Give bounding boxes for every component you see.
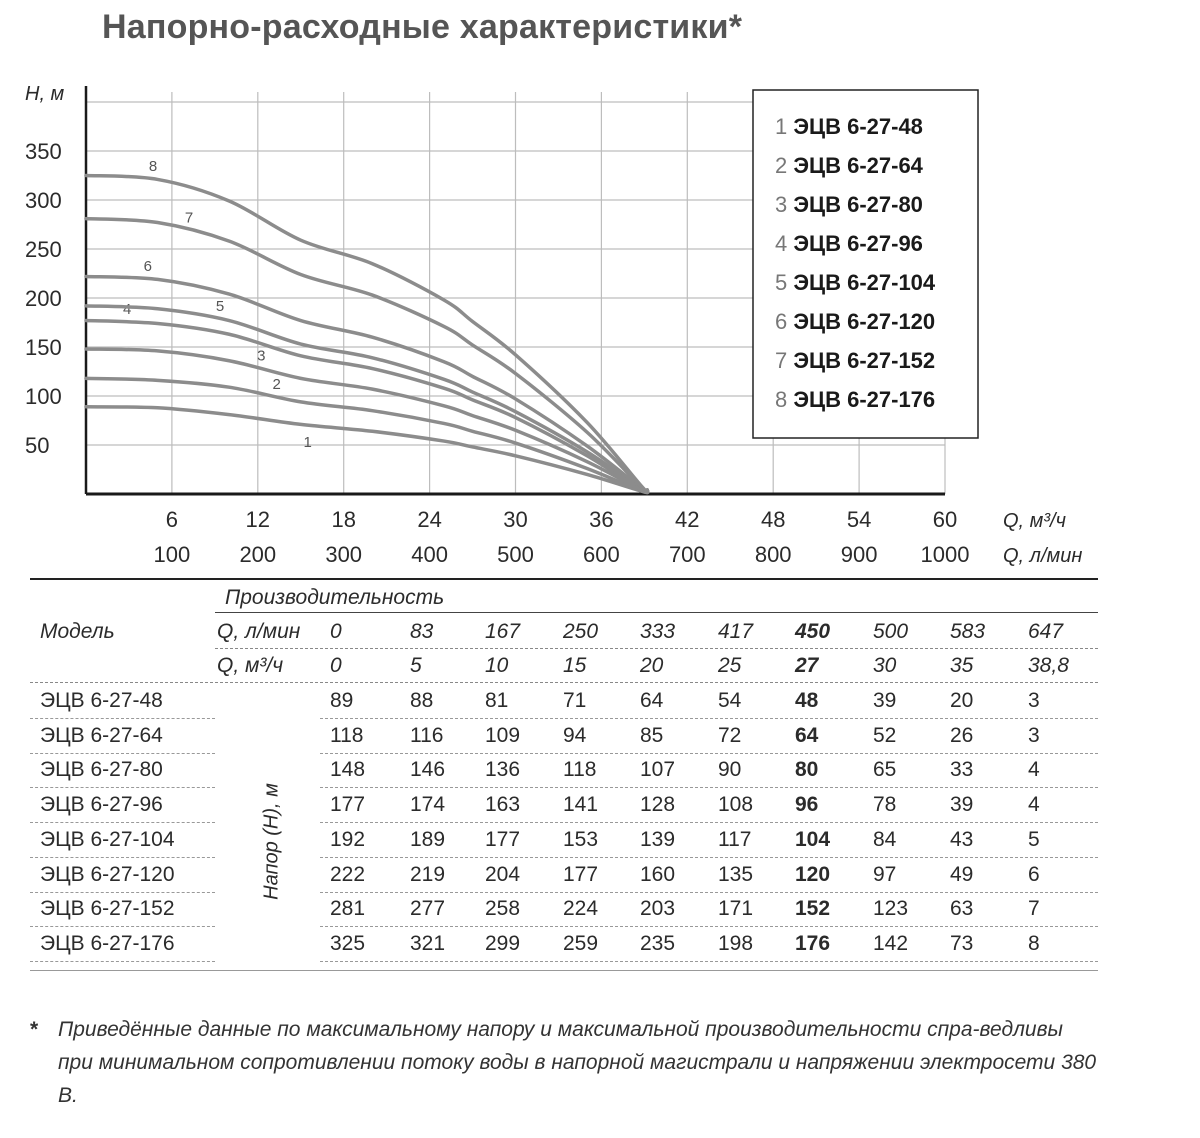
table-cell: 80 — [795, 758, 819, 782]
table-cell: 109 — [485, 723, 521, 747]
table-cell: 222 — [330, 862, 366, 886]
q-m3h-value: 15 — [563, 654, 587, 677]
q-lmin-value: 583 — [950, 620, 986, 643]
table-cell: 108 — [718, 793, 754, 817]
curve-label-7: 7 — [184, 209, 194, 227]
legend-item-number: 4 — [775, 231, 794, 256]
table-cell: 177 — [330, 793, 366, 817]
chart-title: Напорно-расходные характеристики* — [102, 8, 743, 46]
table-cell: 135 — [718, 862, 754, 886]
q-lmin-value: 0 — [330, 620, 342, 643]
table-cell: 281 — [330, 897, 366, 921]
row-rule — [320, 822, 1098, 823]
table-row-model: ЭЦВ 6-27-120 — [40, 862, 175, 886]
table-cell: 176 — [795, 931, 831, 955]
table-cell: 81 — [485, 689, 509, 712]
row-rule — [30, 961, 215, 962]
table-cell: 63 — [950, 897, 974, 921]
legend-item-number: 1 — [775, 114, 794, 139]
table-row-model: ЭЦВ 6-27-176 — [40, 931, 175, 955]
table-cell: 177 — [485, 827, 521, 851]
x-tick-label-m3h: 30 — [503, 507, 528, 532]
table-cell: 299 — [485, 931, 521, 955]
q-lmin-value: 167 — [485, 620, 521, 643]
table-cell: 141 — [563, 793, 599, 817]
table-cell: 85 — [640, 723, 664, 747]
q-m3h-value: 20 — [640, 654, 664, 677]
table-top-rule — [30, 578, 1098, 580]
table-row-model: ЭЦВ 6-27-104 — [40, 827, 175, 851]
table-cell: 5 — [1028, 827, 1040, 851]
table-cell: 72 — [718, 723, 742, 747]
table-cell: 160 — [640, 862, 676, 886]
legend-item-model: ЭЦВ 6-27-48 — [793, 114, 923, 139]
table-row-model: ЭЦВ 6-27-96 — [40, 793, 163, 817]
q-m3h-value: 5 — [410, 654, 422, 677]
y-tick-label: 200 — [25, 286, 62, 311]
x-tick-label-m3h: 54 — [846, 507, 872, 532]
table-cell: 33 — [950, 758, 974, 782]
y-axis-label: H, м — [25, 83, 65, 105]
legend-item — [775, 231, 923, 256]
table-cell: 117 — [718, 827, 752, 851]
y-tick-label: 50 — [25, 433, 50, 458]
table-cell: 94 — [563, 723, 587, 747]
model-header: Модель — [40, 620, 115, 643]
x-tick-label-lmin: 500 — [497, 542, 534, 567]
q-m3h-value: 35 — [950, 654, 974, 677]
legend-item-model: ЭЦВ 6-27-176 — [793, 387, 936, 412]
table-cell: 8 — [1028, 931, 1040, 955]
table-cell: 259 — [563, 931, 599, 955]
table-cell: 7 — [1028, 897, 1040, 921]
y-tick-label: 150 — [25, 335, 62, 360]
legend-item — [775, 348, 935, 373]
legend-item-model: ЭЦВ 6-27-64 — [793, 153, 923, 178]
legend-item-model: ЭЦВ 6-27-120 — [793, 309, 936, 334]
table-cell: 54 — [718, 689, 742, 712]
head-label: Напор (H), м — [260, 783, 283, 900]
table-cell: 48 — [795, 689, 819, 712]
q-lmin-value: 500 — [873, 620, 909, 643]
table-cell: 78 — [873, 793, 897, 817]
x-axis-label-m3h: Q, м³/ч — [1003, 510, 1066, 532]
table-cell: 128 — [640, 793, 676, 817]
x-tick-label-lmin: 700 — [668, 542, 706, 567]
table-cell: 20 — [950, 689, 974, 712]
table-cell: 26 — [950, 723, 974, 747]
table-cell: 4 — [1028, 758, 1040, 782]
legend-item — [775, 309, 935, 334]
x-tick-label-lmin: 900 — [840, 542, 878, 567]
x-tick-label-m3h: 42 — [675, 507, 700, 532]
table-cell: 84 — [873, 827, 897, 851]
table-cell: 148 — [330, 758, 366, 782]
row-rule — [30, 787, 215, 788]
x-tick-label-lmin: 300 — [325, 542, 363, 567]
table-row-model: ЭЦВ 6-27-80 — [40, 758, 163, 782]
q-m3h-value: 38,8 — [1028, 654, 1069, 677]
legend-item — [775, 114, 923, 139]
x-axis-label-lmin: Q, л/мин — [1003, 545, 1083, 567]
row-rule — [320, 892, 1098, 893]
table-cell: 49 — [950, 862, 974, 886]
curve-label-6: 6 — [143, 257, 153, 275]
table-cell: 39 — [950, 793, 974, 817]
x-tick-label-m3h: 24 — [417, 507, 442, 532]
table-cell: 142 — [873, 931, 909, 955]
row-rule — [30, 753, 215, 754]
table-cell: 118 — [330, 723, 364, 747]
x-tick-label-lmin: 400 — [411, 542, 448, 567]
x-tick-label-m3h: 48 — [760, 507, 786, 532]
legend-item-model: ЭЦВ 6-27-152 — [793, 348, 936, 373]
legend-item — [775, 387, 935, 412]
table-cell: 235 — [640, 931, 676, 955]
legend-item-number: 2 — [775, 153, 794, 178]
curve-label-1: 1 — [303, 434, 312, 452]
y-tick-label: 250 — [25, 237, 62, 262]
table-cell: 153 — [563, 827, 599, 851]
x-tick-label-m3h: 60 — [932, 507, 958, 532]
q-lmin-value: 333 — [640, 620, 676, 643]
table-cell: 203 — [640, 897, 676, 921]
table-cell: 3 — [1028, 723, 1040, 747]
legend-item-number: 6 — [775, 309, 794, 334]
table-cell: 198 — [718, 931, 754, 955]
table-cell: 139 — [640, 827, 676, 851]
row-rule — [30, 718, 215, 719]
legend-item-number: 3 — [775, 192, 794, 217]
perf-rule — [215, 612, 1098, 613]
table-cell: 204 — [485, 862, 521, 886]
table-row-model: ЭЦВ 6-27-64 — [40, 723, 163, 747]
row-rule — [30, 926, 215, 927]
row-rule — [30, 892, 215, 893]
curve-label-3: 3 — [257, 347, 266, 365]
footnote-star: * — [30, 1018, 39, 1041]
table-cell: 258 — [485, 897, 521, 921]
q-m3h-value: 10 — [485, 654, 509, 677]
table-cell: 171 — [718, 897, 754, 921]
curve-label-8: 8 — [148, 158, 158, 176]
row-rule — [30, 822, 215, 823]
x-tick-label-m3h: 36 — [589, 507, 614, 532]
table-cell: 192 — [330, 827, 366, 851]
table-bottom-rule — [30, 970, 1098, 971]
table-cell: 3 — [1028, 689, 1040, 712]
table-cell: 97 — [873, 862, 897, 886]
x-tick-label-m3h: 18 — [331, 507, 356, 532]
row-rule — [30, 857, 215, 858]
q-lmin-value: 450 — [795, 620, 831, 643]
curve-label-2: 2 — [272, 375, 281, 393]
legend-item-number: 7 — [775, 348, 794, 373]
legend-item — [775, 270, 936, 295]
footnote-text: Приведённые данные по максимальному напору и максимальной производительности спра-ведливы при минимальном сопротивлении потоку воды в напорной магистрали и напряжении электросети 380 В. — [58, 1018, 1097, 1107]
table-cell: 152 — [795, 897, 831, 921]
legend-item — [775, 192, 923, 217]
q-m3h-label: Q, м³/ч — [217, 654, 284, 677]
table-cell: 88 — [410, 689, 434, 712]
table-cell: 90 — [718, 758, 742, 782]
table-row-model: ЭЦВ 6-27-152 — [40, 897, 175, 921]
row-rule — [320, 926, 1098, 927]
table-cell: 4 — [1028, 793, 1040, 817]
table-cell: 116 — [410, 723, 444, 747]
q-lmin-value: 83 — [410, 620, 434, 643]
table-cell: 123 — [873, 897, 909, 921]
table-cell: 163 — [485, 793, 521, 817]
perf-header: Производительность — [225, 586, 445, 609]
table-cell: 189 — [410, 827, 446, 851]
q-m3h-value: 0 — [330, 654, 342, 677]
table-cell: 64 — [640, 689, 664, 712]
table-cell: 6 — [1028, 862, 1040, 886]
table-cell: 224 — [563, 897, 599, 921]
legend-item — [775, 153, 924, 178]
table-cell: 174 — [410, 793, 446, 817]
y-tick-label: 100 — [25, 384, 62, 409]
table-cell: 71 — [563, 689, 587, 712]
legend-item-number: 5 — [775, 270, 794, 295]
x-tick-label-m3h: 12 — [245, 507, 271, 532]
table-cell: 277 — [410, 897, 446, 921]
row-rule — [320, 857, 1098, 858]
x-tick-label-lmin: 1000 — [920, 542, 970, 567]
curve-3 — [86, 349, 648, 492]
q-lmin-value: 417 — [718, 620, 754, 643]
legend-box — [753, 90, 978, 438]
curve-label-5: 5 — [215, 298, 225, 316]
q-rule — [215, 648, 1098, 649]
q-m3h-value: 30 — [873, 654, 897, 677]
y-tick-label: 350 — [25, 139, 62, 164]
row-rule — [320, 753, 1098, 754]
x-tick-label-m3h: 6 — [165, 507, 179, 532]
table-cell: 64 — [795, 723, 819, 747]
x-tick-label-lmin: 100 — [153, 542, 191, 567]
q-lmin-label: Q, л/мин — [217, 620, 301, 643]
table-row-model: ЭЦВ 6-27-48 — [40, 689, 163, 712]
legend-item-model: ЭЦВ 6-27-80 — [793, 192, 923, 217]
table-cell: 107 — [640, 758, 676, 782]
table-cell: 65 — [873, 758, 897, 782]
table-cell: 219 — [410, 862, 446, 886]
q-m3h-value: 27 — [795, 654, 819, 677]
table-cell: 120 — [795, 862, 831, 886]
table-cell: 39 — [873, 689, 897, 712]
row-rule — [320, 718, 1098, 719]
q-m3h-value: 25 — [718, 654, 742, 677]
legend-item-model: ЭЦВ 6-27-96 — [793, 231, 923, 256]
table-cell: 96 — [795, 793, 819, 817]
table-cell: 89 — [330, 689, 354, 712]
row-rule — [320, 787, 1098, 788]
x-tick-label-lmin: 600 — [583, 542, 620, 567]
legend-item-number: 8 — [775, 387, 794, 412]
curve-label-4: 4 — [123, 301, 132, 319]
table-cell: 43 — [950, 827, 974, 851]
table-cell: 325 — [330, 931, 366, 955]
row-rule — [320, 961, 1098, 962]
y-tick-label: 300 — [25, 188, 62, 213]
x-tick-label-lmin: 800 — [754, 542, 792, 567]
header-bottom-rule — [30, 682, 1098, 683]
table-cell: 104 — [795, 827, 831, 851]
legend-item-model: ЭЦВ 6-27-104 — [793, 270, 936, 295]
table-cell: 321 — [410, 931, 446, 955]
table-cell: 136 — [485, 758, 521, 782]
table-cell: 177 — [563, 862, 599, 886]
table-cell: 118 — [563, 758, 597, 782]
q-lmin-value: 250 — [563, 620, 599, 643]
q-lmin-value: 647 — [1028, 620, 1064, 643]
table-cell: 146 — [410, 758, 446, 782]
x-tick-label-lmin: 200 — [239, 542, 277, 567]
table-cell: 73 — [950, 931, 974, 955]
table-cell: 52 — [873, 723, 897, 747]
